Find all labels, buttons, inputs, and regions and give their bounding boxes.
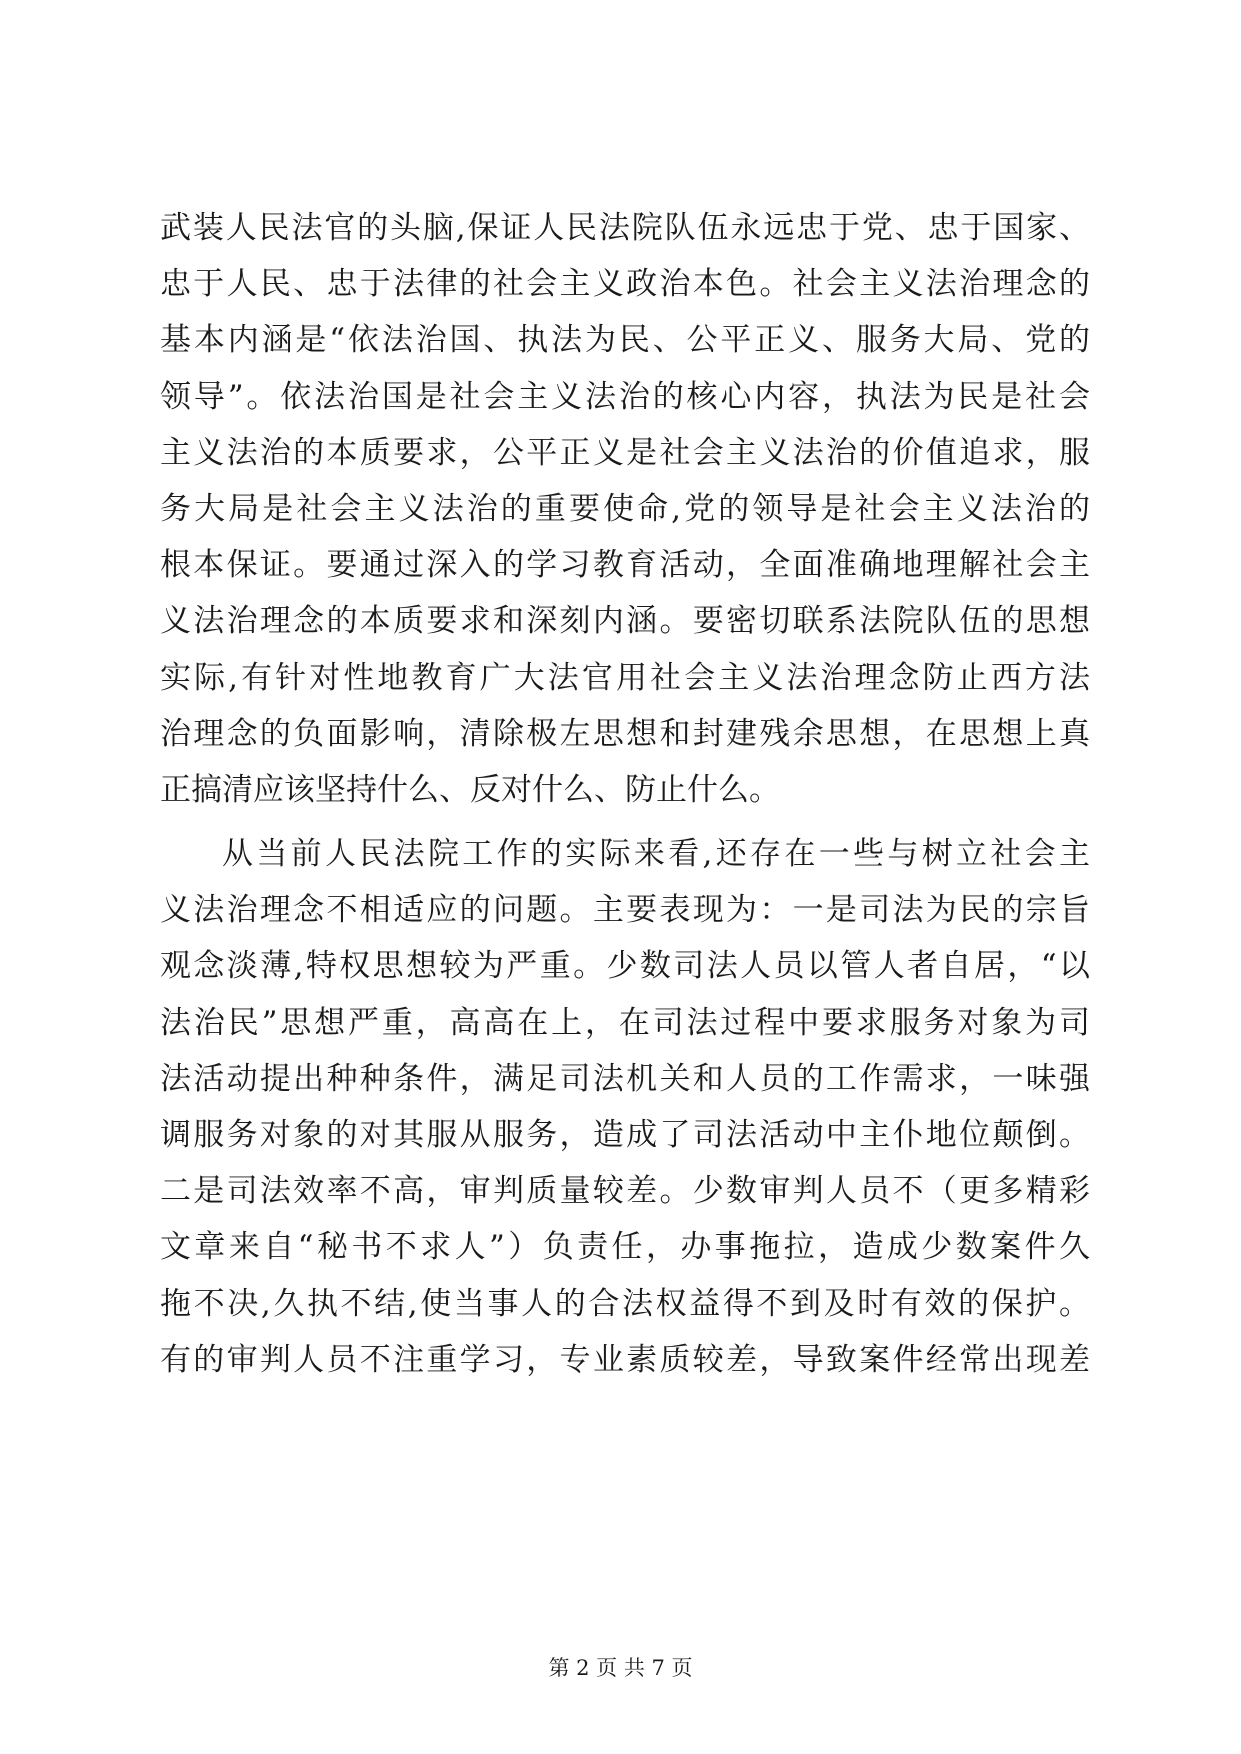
text-line: 正搞清应该坚持什么、反对什么、防止什么。 xyxy=(160,771,780,808)
page-footer xyxy=(0,1652,1241,1682)
text-line: 治理念的负面影响，清除极左思想和封建残余思想，在思想上真 xyxy=(160,715,1090,752)
text-line: 从当前人民法院工作的实际来看,还存在一些与树立社会主 xyxy=(222,836,1090,873)
text-line: 根本保证。要通过深入的学习教育活动，全面准确地理解社会主 xyxy=(160,547,1090,584)
paragraph xyxy=(160,826,1090,1388)
text-line: 主义法治的本质要求，公平正义是社会主义法治的价值追求，服 xyxy=(160,434,1090,471)
text-line: 拖不决,久执不结,使当事人的合法权益得不到及时有效的保护。 xyxy=(160,1285,1090,1322)
page-number-label: 第 2 页 共 7 页 xyxy=(548,1656,693,1680)
text-line: 基本内涵是“依法治国、执法为民、公平正义、服务大局、党的 xyxy=(160,322,1090,359)
text-line: 法治民”思想严重，高高在上，在司法过程中要求服务对象为司 xyxy=(160,1004,1090,1041)
text-line: 观念淡薄,特权思想较为严重。少数司法人员以管人者自居，“以 xyxy=(160,948,1090,985)
text-line: 有的审判人员不注重学习，专业素质较差，导致案件经常出现差 xyxy=(160,1341,1090,1378)
text-line: 义法治理念不相适应的问题。主要表现为：一是司法为民的宗旨 xyxy=(160,892,1090,929)
text-line: 武装人民法官的头脑,保证人民法院队伍永远忠于党、忠于国家、 xyxy=(160,210,1090,246)
text-line: 调服务对象的对其服从服务，造成了司法活动中主仆地位颠倒。 xyxy=(160,1117,1090,1153)
paragraph xyxy=(160,200,1090,818)
text-line: 文章来自“秘书不求人”）负责任，办事拖拉，造成少数案件久 xyxy=(160,1229,1090,1266)
text-line: 务大局是社会主义法治的重要使命,党的领导是社会主义法治的 xyxy=(160,490,1090,527)
document-body xyxy=(160,200,1090,1388)
text-line: 义法治理念的本质要求和深刻内涵。要密切联系法院队伍的思想 xyxy=(160,603,1090,640)
text-line: 法活动提出种种条件，满足司法机关和人员的工作需求，一味强 xyxy=(160,1060,1090,1097)
paragraph-gap xyxy=(160,818,1090,826)
text-line: 忠于人民、忠于法律的社会主义政治本色。社会主义法治理念的 xyxy=(160,266,1090,303)
text-line: 二是司法效率不高，审判质量较差。少数审判人员不（更多精彩 xyxy=(160,1173,1090,1210)
text-line: 领导”。依法治国是社会主义法治的核心内容，执法为民是社会 xyxy=(160,378,1090,415)
text-line: 实际,有针对性地教育广大法官用社会主义法治理念防止西方法 xyxy=(160,659,1090,696)
